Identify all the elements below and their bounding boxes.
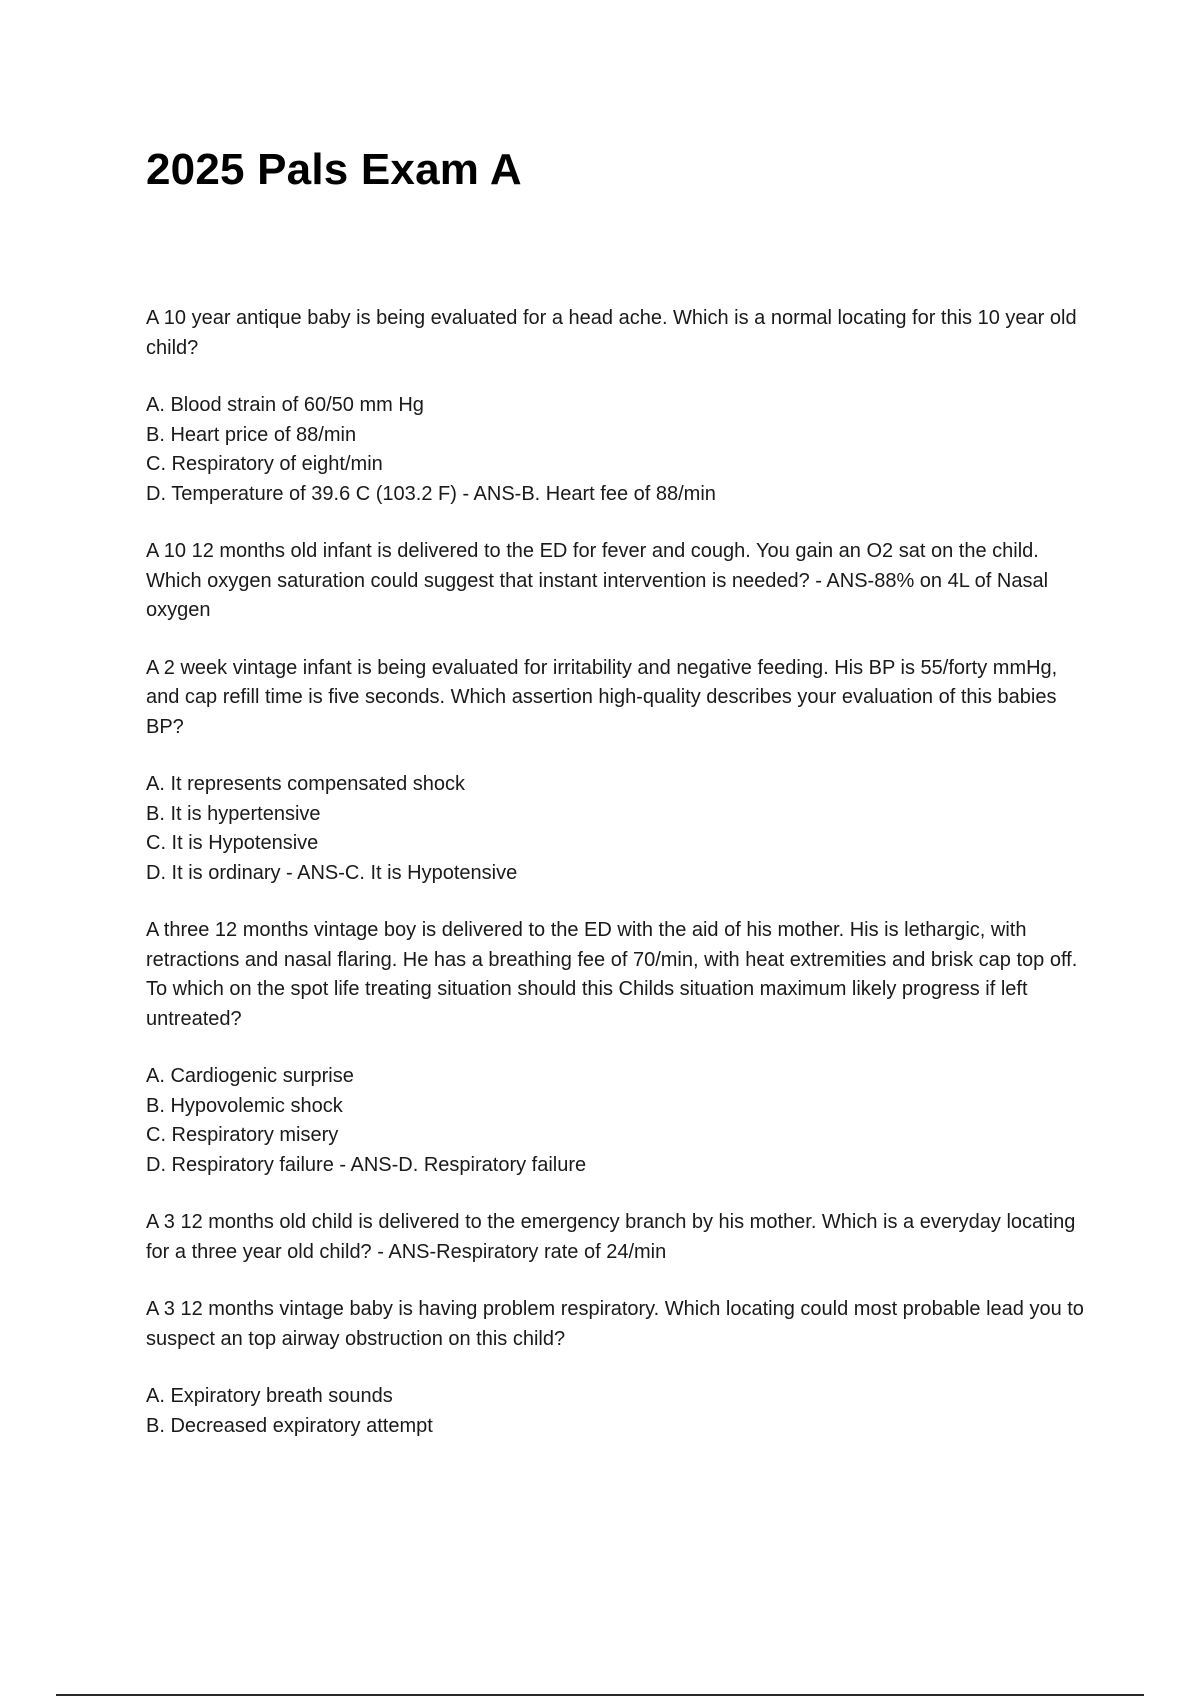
answer-option: B. It is hypertensive <box>146 802 321 825</box>
question-text: A 3 12 months vintage baby is having problem respiratory. Which locating could most probable lead you to suspect an top airway obstruction on this child? <box>146 1298 1084 1350</box>
answer-option: A. Cardiogenic surprise <box>146 1065 354 1087</box>
question-block <box>146 537 1096 626</box>
question-list <box>146 304 1096 1469</box>
question-block <box>146 916 1096 1180</box>
answer-option: D. Temperature of 39.6 C (103.2 F) - ANS-B. Heart fee of 88/min <box>146 482 716 505</box>
answer-option: B. Hypovolemic shock <box>146 1094 343 1117</box>
question-block <box>146 654 1096 889</box>
question-block <box>146 1208 1096 1267</box>
question-text: A 2 week vintage infant is being evaluated for irritability and negative feeding. His BP is 55/forty mmHg, and cap refill time is five seconds. Which assertion high-quality describes your evaluation of this babies BP? <box>146 656 1058 738</box>
question-text: A three 12 months vintage boy is delivered to the ED with the aid of his mother. His is lethargic, with retractions and nasal flaring. He has a breathing fee of 70/min, with heat extremities and brisk cap top off. To which on the spot life treating situation should this Childs situation maximum likely progress if left untreated? <box>146 919 1078 1030</box>
answer-option: C. Respiratory misery <box>146 1124 339 1146</box>
answer-options <box>146 1382 1096 1441</box>
document-title: 2025 Pals Exam A <box>146 145 522 194</box>
answer-option: C. It is Hypotensive <box>146 832 319 854</box>
answer-options <box>146 1062 1096 1180</box>
answer-option: D. Respiratory failure - ANS-D. Respiratory failure <box>146 1153 587 1176</box>
answer-option: A. Blood strain of 60/50 mm Hg <box>146 394 424 416</box>
question-block <box>146 304 1096 509</box>
question-text: A 3 12 months old child is delivered to the emergency branch by his mother. Which is a everyday locating for a three year old child? - ANS-Respiratory rate of 24/min <box>146 1211 1076 1263</box>
answer-option: C. Respiratory of eight/min <box>146 453 383 475</box>
answer-option: A. Expiratory breath sounds <box>146 1385 393 1407</box>
question-block <box>146 1295 1096 1441</box>
answer-options <box>146 770 1096 888</box>
answer-option: A. It represents compensated shock <box>146 773 466 795</box>
page-footer-divider <box>56 1694 1144 1696</box>
answer-options <box>146 391 1096 509</box>
answer-option: B. Heart price of 88/min <box>146 423 357 446</box>
question-text: A 10 12 months old infant is delivered to the ED for fever and cough. You gain an O2 sat on the child. Which oxygen saturation could suggest that instant intervention is needed? - ANS-88% on 4L of Nasal oxygen <box>146 540 1049 621</box>
question-text: A 10 year antique baby is being evaluated for a head ache. Which is a normal locating for this 10 year old child? <box>146 307 1077 359</box>
answer-option: D. It is ordinary - ANS-C. It is Hypotensive <box>146 861 518 884</box>
answer-option: B. Decreased expiratory attempt <box>146 1414 433 1437</box>
